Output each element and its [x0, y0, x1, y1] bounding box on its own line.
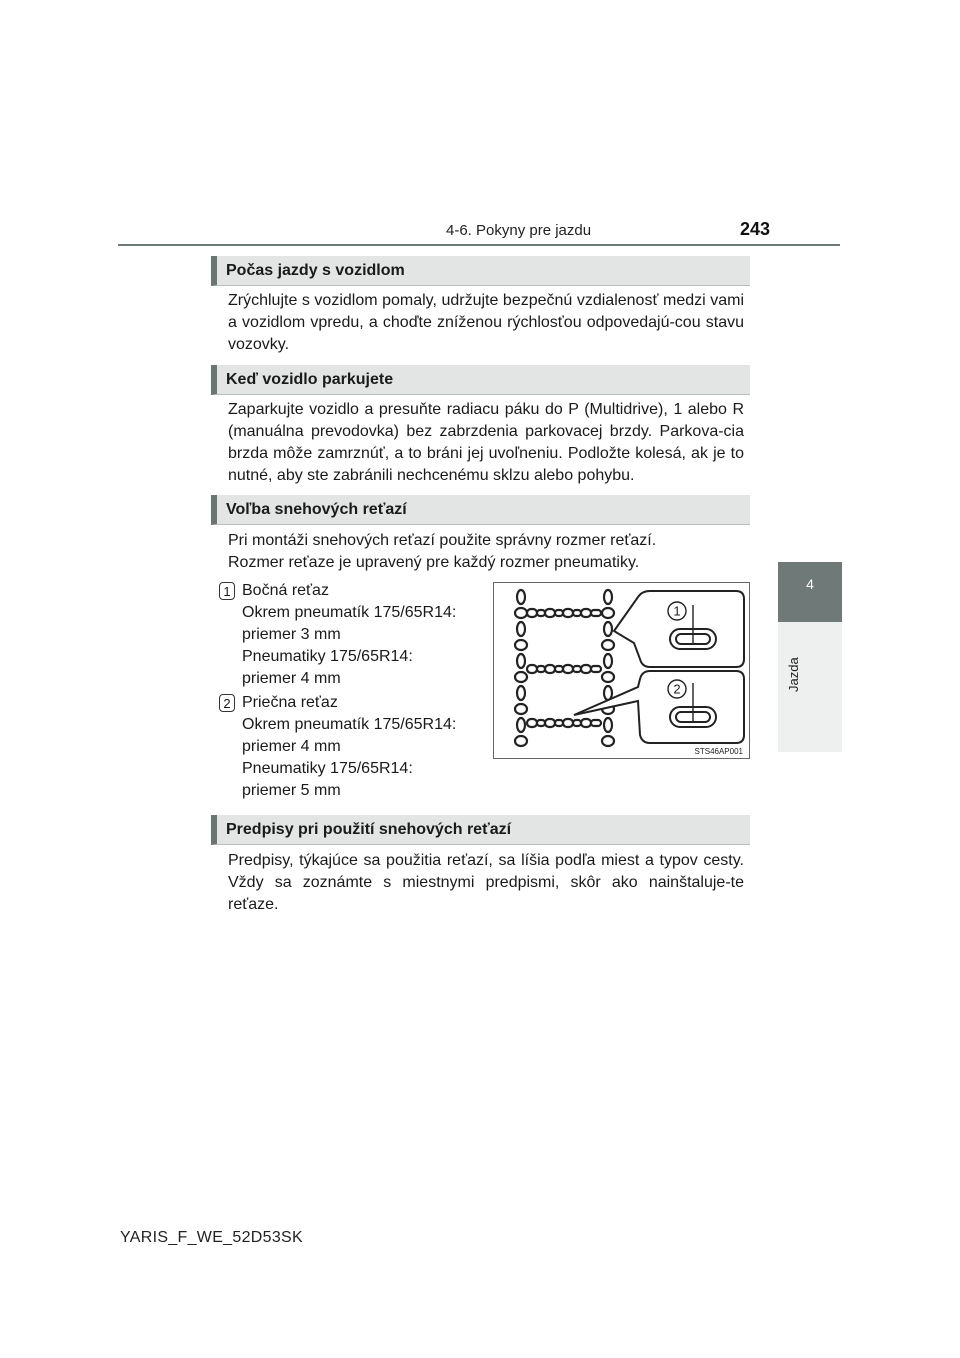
cross-chain-top [527, 609, 601, 617]
section-heading-parking: Keď vozidlo parkujete [211, 365, 750, 395]
list-item-side-chain [242, 580, 456, 690]
text-line: Pri montáži snehových reťazí použite správny rozmer reťazí. [228, 532, 657, 549]
item-line: Pneumatiky 175/65R14: [242, 648, 413, 665]
text-line: Rozmer reťaze je upravený pre každý rozmer pneumatiky. [228, 554, 640, 571]
snow-chain-drawing [494, 583, 749, 758]
item-line: priemer 5 mm [242, 782, 341, 799]
cross-chain-bottom [527, 719, 601, 727]
callout-number: 1 [673, 603, 681, 619]
left-side-chain [515, 590, 527, 746]
section-text-parking: Zaparkujte vozidlo a presuňte radiacu páku do P (Multidrive), 1 alebo R (manuálna prevodovka) bez zabrzdenia parkovacej brzdy. Parkova-cia brzda môže zamrznúť, a to bráni jej uvoľneniu. Podložte kolesá, ak je to nutné, aby ste zabránili nechcenému sklzu alebo pohybu. [228, 401, 744, 484]
section-heading-chain-selection: Voľba snehových reťazí [211, 495, 750, 525]
running-header-section: 4-6. Pokyny pre jazdu [446, 222, 592, 239]
item-line: Okrem pneumatík 175/65R14: [242, 716, 457, 733]
cross-chain-middle [527, 665, 601, 673]
item-line: priemer 4 mm [242, 670, 341, 687]
header-divider [118, 244, 840, 246]
item-line: Pneumatiky 175/65R14: [242, 760, 413, 777]
item-line: Okrem pneumatík 175/65R14: [242, 604, 457, 621]
item-number-badge: 1 [219, 582, 235, 600]
item-number-badge: 2 [219, 694, 235, 712]
right-side-chain [602, 590, 614, 746]
section-text-chain-regulations: Predpisy, týkajúce sa použitia reťazí, sa líšia podľa miest a typov cesty. Vždy sa zoznámte s miestnymi predpismi, skôr ako nainštaluje-te reťaze. [228, 852, 744, 913]
page-number: 243 [740, 219, 771, 239]
callout-box-cross-chain [574, 671, 744, 743]
callout-number: 2 [673, 681, 681, 697]
item-line: priemer 3 mm [242, 626, 341, 643]
section-heading-chain-regulations: Predpisy pri použití snehových reťazí [211, 815, 750, 845]
chapter-tab [778, 562, 842, 622]
item-line: Bočná reťaz [242, 582, 329, 599]
document-code-footer: YARIS_F_WE_52D53SK [120, 1229, 303, 1246]
chapter-tab-label: Jazda [786, 657, 801, 692]
item-line: Priečna reťaz [242, 694, 338, 711]
figure-code: STS46AP001 [694, 747, 743, 756]
list-item-cross-chain [242, 692, 456, 802]
section-text-chain-selection [228, 530, 744, 574]
section-text-driving: Zrýchlujte s vozidlom pomaly, udržujte bezpečnú vzdialenosť medzi vami a vozidlom vpredu, a choďte zníženou rýchlosťou odpovedajú-cou stavu vozovky. [228, 292, 744, 353]
snow-chain-illustration [493, 582, 750, 759]
item-line: priemer 4 mm [242, 738, 341, 755]
chapter-tab-number: 4 [806, 576, 814, 592]
section-heading-driving: Počas jazdy s vozidlom [211, 256, 750, 286]
